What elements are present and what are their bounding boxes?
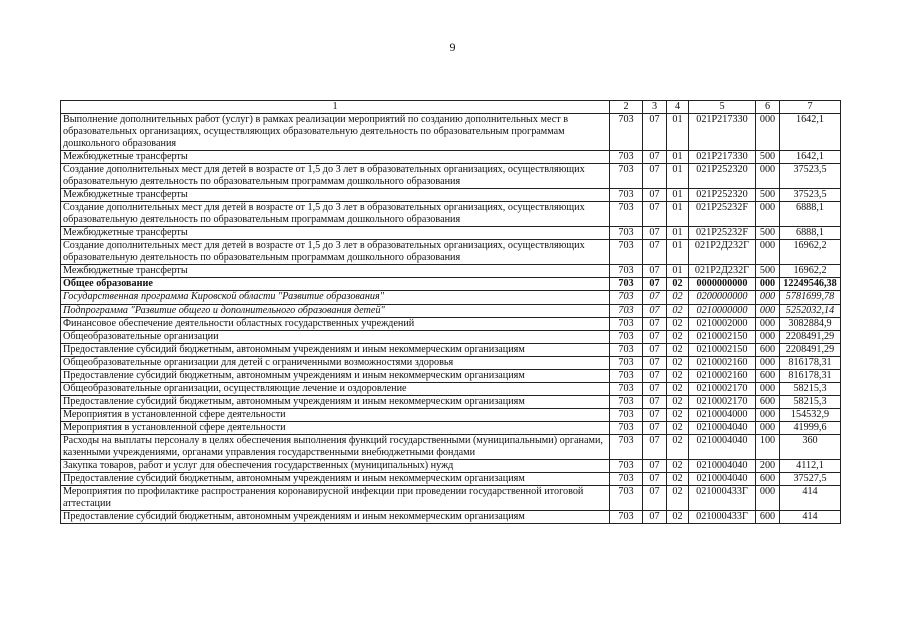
section-code-cell: 07 [643,114,667,151]
amount-cell: 1642,1 [780,151,841,164]
section-code-cell: 07 [643,459,667,472]
expense-type-cell: 000 [756,421,780,434]
section-code-cell: 07 [643,278,667,291]
row-name-cell: Межбюджетные трансферты [61,189,610,202]
amount-cell: 16962,2 [780,240,841,265]
target-article-cell: 0210004040 [689,459,756,472]
table-row [61,240,841,265]
section-code-cell: 07 [643,265,667,278]
amount-cell: 37527,5 [780,472,841,485]
grbs-code-cell: 703 [610,395,643,408]
grbs-code-cell: 703 [610,114,643,151]
amount-cell: 6888,1 [780,227,841,240]
table-row [61,202,841,227]
target-article-cell: 0210004040 [689,421,756,434]
amount-cell: 58215,3 [780,395,841,408]
expense-type-cell: 200 [756,459,780,472]
grbs-code-cell: 703 [610,472,643,485]
row-name-cell: Государственная программа Кировской области "Развитие образования" [61,291,610,304]
target-article-cell: 021P252320 [689,164,756,189]
table-row [61,317,841,330]
target-article-cell: 021P217330 [689,151,756,164]
amount-cell: 3082884,9 [780,317,841,330]
row-name-cell: Общее образование [61,278,610,291]
expense-type-cell: 100 [756,434,780,459]
subsection-code-cell: 02 [667,382,689,395]
row-name-cell: Предоставление субсидий бюджетным, автономным учреждениям и иным некоммерческим организациям [61,395,610,408]
section-code-cell: 07 [643,343,667,356]
amount-cell: 37523,5 [780,189,841,202]
expense-type-cell: 000 [756,278,780,291]
expense-type-cell: 000 [756,408,780,421]
table-row [61,164,841,189]
section-code-cell: 07 [643,227,667,240]
amount-cell: 12249546,38 [780,278,841,291]
table-row [61,408,841,421]
table-row [61,189,841,202]
subsection-code-cell: 02 [667,421,689,434]
section-code-cell: 07 [643,382,667,395]
amount-cell: 2208491,29 [780,343,841,356]
target-article-cell: 0210002150 [689,330,756,343]
subsection-code-cell: 02 [667,369,689,382]
target-article-cell: 021P252320 [689,189,756,202]
table-row [61,485,841,510]
amount-cell: 37523,5 [780,164,841,189]
expense-type-cell: 000 [756,291,780,304]
subsection-code-cell: 01 [667,114,689,151]
section-code-cell: 07 [643,485,667,510]
section-code-cell: 07 [643,202,667,227]
amount-cell: 816178,31 [780,356,841,369]
amount-cell: 5781699,78 [780,291,841,304]
grbs-code-cell: 703 [610,421,643,434]
section-code-cell: 07 [643,317,667,330]
grbs-code-cell: 703 [610,189,643,202]
table-row [61,114,841,151]
expense-type-cell: 600 [756,511,780,524]
row-name-cell: Предоставление субсидий бюджетным, автономным учреждениям и иным некоммерческим организациям [61,511,610,524]
header-cell: 4 [667,101,689,114]
expense-type-cell: 000 [756,304,780,317]
subsection-code-cell: 02 [667,408,689,421]
table-row [61,265,841,278]
expense-type-cell: 500 [756,265,780,278]
header-cell: 7 [780,101,841,114]
section-code-cell: 07 [643,408,667,421]
expense-type-cell: 500 [756,227,780,240]
section-code-cell: 07 [643,291,667,304]
grbs-code-cell: 703 [610,369,643,382]
amount-cell: 16962,2 [780,265,841,278]
grbs-code-cell: 703 [610,164,643,189]
table-row [61,459,841,472]
row-name-cell: Финансовое обеспечение деятельности областных государственных учреждений [61,317,610,330]
target-article-cell: 021000433Г [689,511,756,524]
row-name-cell: Подпрограмма "Развитие общего и дополнительного образования детей" [61,304,610,317]
grbs-code-cell: 703 [610,511,643,524]
row-name-cell: Мероприятия по профилактике распространения коронавирусной инфекции при проведении государственной итоговой аттестации [61,485,610,510]
row-name-cell: Межбюджетные трансферты [61,265,610,278]
subsection-code-cell: 01 [667,151,689,164]
budget-table [60,100,841,524]
table-row [61,434,841,459]
section-code-cell: 07 [643,472,667,485]
subsection-code-cell: 01 [667,202,689,227]
subsection-code-cell: 02 [667,511,689,524]
grbs-code-cell: 703 [610,240,643,265]
amount-cell: 2208491,29 [780,330,841,343]
table-row [61,421,841,434]
target-article-cell: 0210004040 [689,472,756,485]
row-name-cell: Закупка товаров, работ и услуг для обеспечения государственных (муниципальных) нужд [61,459,610,472]
subsection-code-cell: 01 [667,240,689,265]
expense-type-cell: 000 [756,317,780,330]
table-row [61,278,841,291]
grbs-code-cell: 703 [610,151,643,164]
subsection-code-cell: 02 [667,278,689,291]
table-row [61,330,841,343]
expense-type-cell: 000 [756,356,780,369]
subsection-code-cell: 01 [667,189,689,202]
subsection-code-cell: 02 [667,472,689,485]
row-name-cell: Предоставление субсидий бюджетным, автономным учреждениям и иным некоммерческим организациям [61,343,610,356]
row-name-cell: Общеобразовательные организации для детей с ограниченными возможностями здоровья [61,356,610,369]
row-name-cell: Мероприятия в установленной сфере деятельности [61,421,610,434]
row-name-cell: Межбюджетные трансферты [61,227,610,240]
grbs-code-cell: 703 [610,382,643,395]
expense-type-cell: 000 [756,240,780,265]
table-body [61,101,841,524]
row-name-cell: Создание дополнительных мест для детей в возрасте от 1,5 до 3 лет в образовательных организациях, осуществляющих образовательную деятельность по образовательным программам дошкольного образования [61,164,610,189]
subsection-code-cell: 01 [667,164,689,189]
section-code-cell: 07 [643,395,667,408]
grbs-code-cell: 703 [610,408,643,421]
grbs-code-cell: 703 [610,291,643,304]
section-code-cell: 07 [643,434,667,459]
row-name-cell: Межбюджетные трансферты [61,151,610,164]
amount-cell: 4112,1 [780,459,841,472]
subsection-code-cell: 01 [667,265,689,278]
subsection-code-cell: 02 [667,395,689,408]
subsection-code-cell: 02 [667,343,689,356]
table-row [61,227,841,240]
table-header-row [61,101,841,114]
expense-type-cell: 500 [756,151,780,164]
expense-type-cell: 600 [756,369,780,382]
expense-type-cell: 000 [756,382,780,395]
expense-type-cell: 600 [756,472,780,485]
section-code-cell: 07 [643,330,667,343]
section-code-cell: 07 [643,151,667,164]
section-code-cell: 07 [643,304,667,317]
row-name-cell: Предоставление субсидий бюджетным, автономным учреждениям и иным некоммерческим организациям [61,472,610,485]
subsection-code-cell: 01 [667,227,689,240]
table-row [61,304,841,317]
section-code-cell: 07 [643,164,667,189]
header-cell: 3 [643,101,667,114]
table-row [61,395,841,408]
header-cell: 6 [756,101,780,114]
amount-cell: 41999,6 [780,421,841,434]
expense-type-cell: 500 [756,189,780,202]
target-article-cell: 0210002160 [689,356,756,369]
table-row [61,291,841,304]
target-article-cell: 021P2Д232Г [689,240,756,265]
subsection-code-cell: 02 [667,330,689,343]
target-article-cell: 021P25232F [689,202,756,227]
subsection-code-cell: 02 [667,459,689,472]
target-article-cell: 021000433Г [689,485,756,510]
table-row [61,369,841,382]
target-article-cell: 0210002000 [689,317,756,330]
expense-type-cell: 000 [756,114,780,151]
target-article-cell: 0000000000 [689,278,756,291]
target-article-cell: 0210002170 [689,382,756,395]
amount-cell: 360 [780,434,841,459]
grbs-code-cell: 703 [610,459,643,472]
grbs-code-cell: 703 [610,278,643,291]
grbs-code-cell: 703 [610,485,643,510]
target-article-cell: 0210002150 [689,343,756,356]
grbs-code-cell: 703 [610,356,643,369]
header-cell: 1 [61,101,610,114]
subsection-code-cell: 02 [667,317,689,330]
table-row [61,511,841,524]
grbs-code-cell: 703 [610,265,643,278]
row-name-cell: Предоставление субсидий бюджетным, автономным учреждениям и иным некоммерческим организациям [61,369,610,382]
target-article-cell: 0210004000 [689,408,756,421]
row-name-cell: Общеобразовательные организации [61,330,610,343]
target-article-cell: 0210002170 [689,395,756,408]
subsection-code-cell: 02 [667,434,689,459]
grbs-code-cell: 703 [610,317,643,330]
grbs-code-cell: 703 [610,434,643,459]
subsection-code-cell: 02 [667,356,689,369]
table-row [61,356,841,369]
header-cell: 5 [689,101,756,114]
grbs-code-cell: 703 [610,343,643,356]
target-article-cell: 0210000000 [689,304,756,317]
table-row [61,151,841,164]
amount-cell: 816178,31 [780,369,841,382]
amount-cell: 414 [780,511,841,524]
amount-cell: 5252032,14 [780,304,841,317]
target-article-cell: 021P2Д232Г [689,265,756,278]
page-number: 9 [449,40,456,54]
expense-type-cell: 000 [756,202,780,227]
subsection-code-cell: 02 [667,304,689,317]
subsection-code-cell: 02 [667,485,689,510]
expense-type-cell: 000 [756,164,780,189]
row-name-cell: Создание дополнительных мест для детей в возрасте от 1,5 до 3 лет в образовательных организациях, осуществляющих образовательную деятельность по образовательным программам дошкольного образования [61,240,610,265]
section-code-cell: 07 [643,189,667,202]
section-code-cell: 07 [643,369,667,382]
grbs-code-cell: 703 [610,304,643,317]
expense-type-cell: 600 [756,395,780,408]
table-row [61,343,841,356]
amount-cell: 1642,1 [780,114,841,151]
target-article-cell: 021P25232F [689,227,756,240]
header-cell: 2 [610,101,643,114]
row-name-cell: Общеобразовательные организации, осуществляющие лечение и оздоровление [61,382,610,395]
grbs-code-cell: 703 [610,202,643,227]
row-name-cell: Расходы на выплаты персоналу в целях обеспечения выполнения функций государственными (муниципальными) органами, казенными учреждениями, органами управления государственными внебюджетными фондами [61,434,610,459]
target-article-cell: 0210004040 [689,434,756,459]
target-article-cell: 0210002160 [689,369,756,382]
amount-cell: 58215,3 [780,382,841,395]
section-code-cell: 07 [643,421,667,434]
section-code-cell: 07 [643,356,667,369]
target-article-cell: 021P217330 [689,114,756,151]
row-name-cell: Выполнение дополнительных работ (услуг) в рамках реализации мероприятий по созданию дополнительных мест в образовательных организациях, осуществляющих образовательную деятельность по образовательным программам дошкольного образования [61,114,610,151]
row-name-cell: Создание дополнительных мест для детей в возрасте от 1,5 до 3 лет в образовательных организациях, осуществляющих образовательную деятельность по образовательным программам дошкольного образования [61,202,610,227]
amount-cell: 414 [780,485,841,510]
row-name-cell: Мероприятия в установленной сфере деятельности [61,408,610,421]
table-row [61,382,841,395]
grbs-code-cell: 703 [610,227,643,240]
target-article-cell: 0200000000 [689,291,756,304]
grbs-code-cell: 703 [610,330,643,343]
subsection-code-cell: 02 [667,291,689,304]
expense-type-cell: 000 [756,485,780,510]
table-row [61,472,841,485]
amount-cell: 6888,1 [780,202,841,227]
section-code-cell: 07 [643,511,667,524]
amount-cell: 154532,9 [780,408,841,421]
section-code-cell: 07 [643,240,667,265]
expense-type-cell: 600 [756,343,780,356]
expense-type-cell: 000 [756,330,780,343]
